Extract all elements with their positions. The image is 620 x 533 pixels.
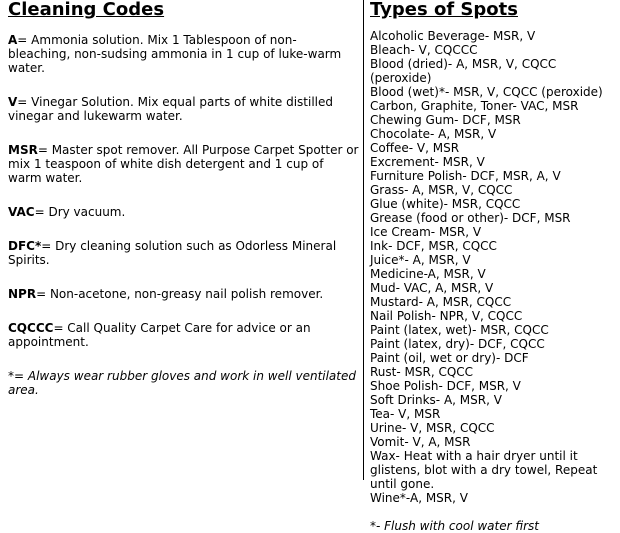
spot-item: Chocolate- A, MSR, V bbox=[370, 127, 497, 141]
cleaning-codes-column bbox=[8, 0, 360, 397]
spot-item: Tea- V, MSR bbox=[370, 407, 441, 421]
code-dfc bbox=[8, 239, 360, 267]
code-vac bbox=[8, 205, 360, 219]
spot-item: Medicine-A, MSR, V bbox=[370, 267, 486, 281]
code-description: = Call Quality Carpet Care for advice or an appointment. bbox=[8, 321, 311, 349]
spot-item: Shoe Polish- DCF, MSR, V bbox=[370, 379, 521, 393]
spot-item: Grass- A, MSR, V, CQCC bbox=[370, 183, 513, 197]
spot-item: Carbon, Graphite, Toner- VAC, MSR bbox=[370, 99, 579, 113]
code-msr bbox=[8, 143, 360, 185]
spot-item: Coffee- V, MSR bbox=[370, 141, 460, 155]
code-term: V bbox=[8, 95, 18, 109]
spot-item: Bleach- V, CQCCC bbox=[370, 43, 478, 57]
spot-item: Ink- DCF, MSR, CQCC bbox=[370, 239, 497, 253]
code-description: = Vinegar Solution. Mix equal parts of white distilled vinegar and lukewarm water. bbox=[8, 95, 333, 123]
code-term: VAC bbox=[8, 205, 35, 219]
spot-item: Blood (dried)- A, MSR, V, CQCC (peroxide) bbox=[370, 57, 557, 85]
spot-item: Glue (white)- MSR, CQCC bbox=[370, 197, 521, 211]
spot-item: Juice*- A, MSR, V bbox=[370, 253, 471, 267]
column-divider bbox=[363, 0, 364, 480]
spot-item: Vomit- V, A, MSR bbox=[370, 435, 471, 449]
code-term: DFC* bbox=[8, 239, 42, 253]
code-term: CQCCC bbox=[8, 321, 54, 335]
gloves-note: *= Always wear rubber gloves and work in well ventilated area. bbox=[8, 369, 356, 397]
code-description: = Ammonia solution. Mix 1 Tablespoon of non- bleaching, non-sudsing ammonia in 1 cup of luke-warm water. bbox=[8, 33, 342, 75]
spot-item: Excrement- MSR, V bbox=[370, 155, 485, 169]
code-description: = Non-acetone, non-greasy nail polish remover. bbox=[36, 287, 324, 301]
code-term: NPR bbox=[8, 287, 37, 301]
spot-item: Alcoholic Beverage- MSR, V bbox=[370, 29, 536, 43]
cleaning-codes-heading: Cleaning Codes bbox=[8, 0, 165, 20]
spot-item: Mud- VAC, A, MSR, V bbox=[370, 281, 494, 295]
spot-item: Nail Polish- NPR, V, CQCC bbox=[370, 309, 523, 323]
spot-item: Grease (food or other)- DCF, MSR bbox=[370, 211, 571, 225]
spot-item: Furniture Polish- DCF, MSR, A, V bbox=[370, 169, 561, 183]
spot-item: Paint (latex, wet)- MSR, CQCC bbox=[370, 323, 549, 337]
spot-item: Soft Drinks- A, MSR, V bbox=[370, 393, 502, 407]
spot-item: Paint (oil, wet or dry)- DCF bbox=[370, 351, 529, 365]
spot-item: Urine- V, MSR, CQCC bbox=[370, 421, 495, 435]
flush-footnote: *- Flush with cool water first bbox=[370, 519, 540, 533]
spot-item: Ice Cream- MSR, V bbox=[370, 225, 482, 239]
spot-item: Wax- Heat with a hair dryer until it glistens, blot with a dry towel, Repeat until gone. bbox=[370, 449, 598, 491]
code-description: = Dry cleaning solution such as Odorless Mineral Spirits. bbox=[8, 239, 337, 267]
code-description: = Master spot remover. All Purpose Carpet Spotter or mix 1 teaspoon of white dish detergent and 1 cup of warm water. bbox=[8, 143, 359, 185]
code-term: MSR bbox=[8, 143, 38, 157]
spot-item: Paint (latex, dry)- DCF, CQCC bbox=[370, 337, 545, 351]
types-of-spots-column bbox=[370, 0, 616, 533]
code-term: A bbox=[8, 33, 18, 47]
spot-item: Rust- MSR, CQCC bbox=[370, 365, 474, 379]
spot-list bbox=[370, 29, 616, 505]
code-a bbox=[8, 33, 360, 75]
spot-item: Wine*-A, MSR, V bbox=[370, 491, 468, 505]
code-description: = Dry vacuum. bbox=[34, 205, 126, 219]
code-v bbox=[8, 95, 360, 123]
code-npr bbox=[8, 287, 360, 301]
spot-item: Blood (wet)*- MSR, V, CQCC (peroxide) bbox=[370, 85, 603, 99]
code-cqccc bbox=[8, 321, 360, 349]
types-of-spots-heading: Types of Spots bbox=[370, 0, 518, 20]
spot-item: Mustard- A, MSR, CQCC bbox=[370, 295, 512, 309]
spot-item: Chewing Gum- DCF, MSR bbox=[370, 113, 521, 127]
